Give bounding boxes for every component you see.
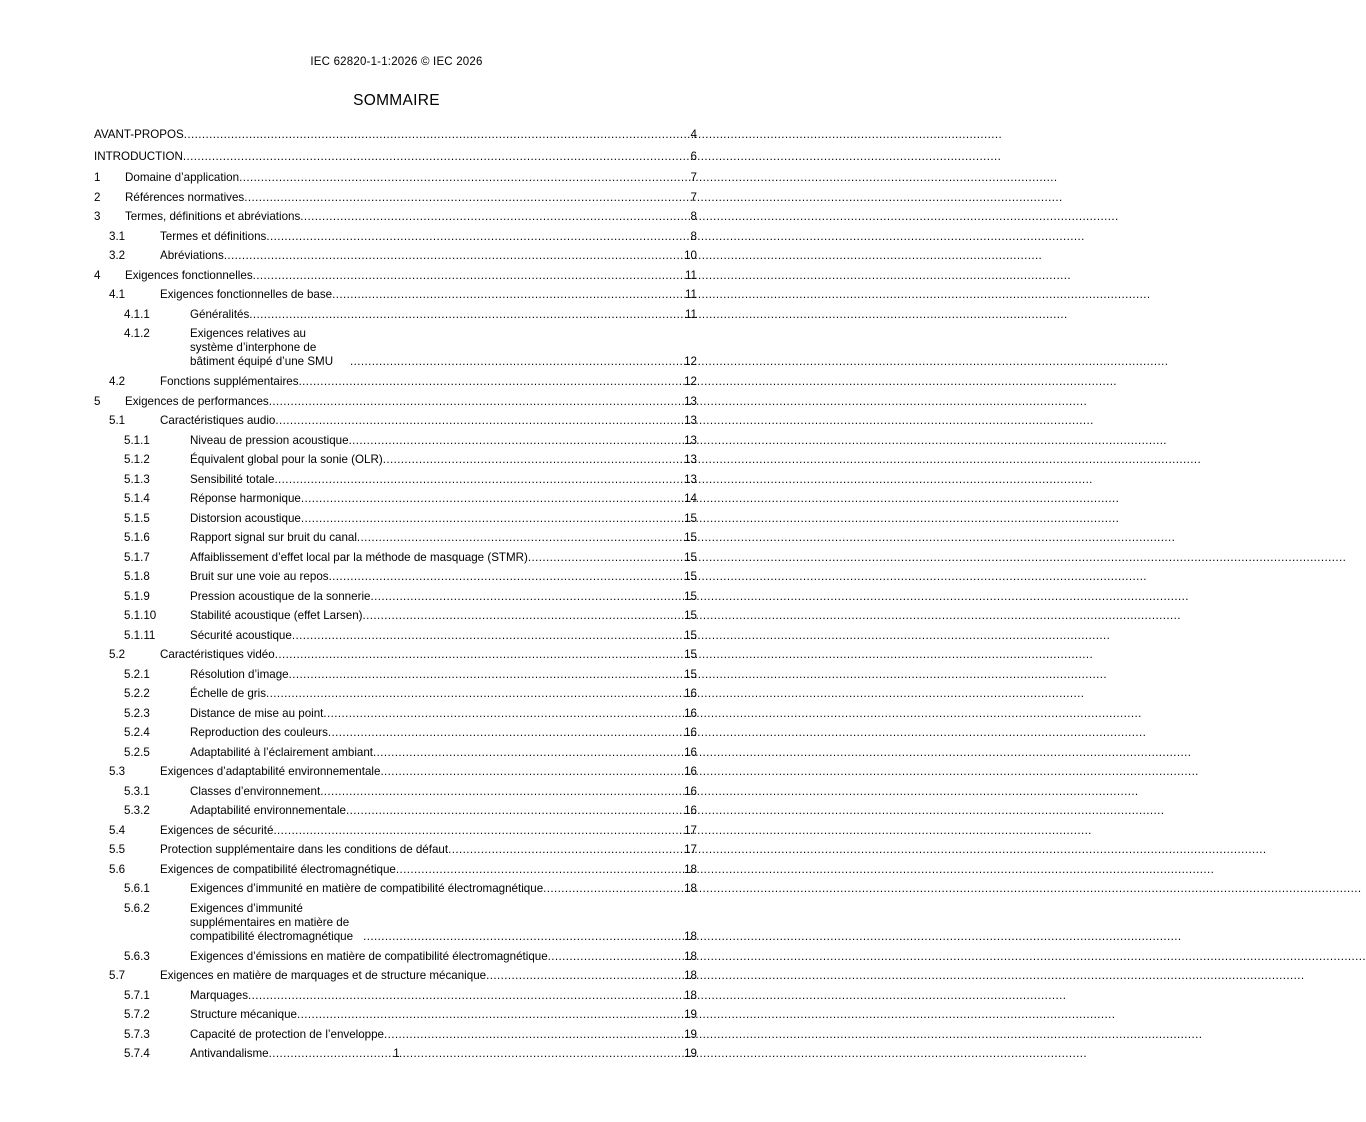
toc-entry[interactable] <box>94 801 697 821</box>
toc-entry-page: 16 <box>684 784 697 798</box>
toc-entry-number: 5.1.2 <box>124 453 150 466</box>
dot-leader <box>224 246 684 266</box>
dot-leader <box>328 723 684 743</box>
toc-entry-number: 5.1.6 <box>124 531 150 544</box>
toc-entry-page: 18 <box>684 929 697 943</box>
toc-entry-title[interactable]: Exigences d’immunité en matière de compatibilité électromagnétique <box>190 882 544 895</box>
toc-entry-page: 16 <box>684 726 697 739</box>
dot-leader <box>350 355 684 369</box>
toc-entry-number: 5.2.4 <box>124 726 150 739</box>
dot-leader <box>548 947 684 967</box>
toc-entry-page: 12 <box>684 355 697 368</box>
toc-entry-title[interactable]: Exigences d’adaptabilité environnementale <box>160 765 381 778</box>
toc-entry-page: 16 <box>684 765 697 778</box>
toc-entry-title[interactable]: Distance de mise au point <box>190 706 324 720</box>
dot-leader <box>396 860 684 880</box>
toc-entry-page: 18 <box>684 882 697 895</box>
dot-leader <box>244 188 689 208</box>
dot-leader <box>248 986 684 1006</box>
toc-entry-number: 5.7.4 <box>124 1047 150 1060</box>
toc-entry-page: 15 <box>684 628 697 642</box>
dot-leader <box>289 665 684 685</box>
toc-entry-title[interactable]: Exigences fonctionnelles <box>125 268 253 282</box>
toc-entry[interactable] <box>94 899 697 947</box>
dot-leader <box>357 528 684 548</box>
toc-entry-number: 5.6.1 <box>124 882 150 895</box>
toc-entry-title[interactable]: Équivalent global pour la sonie (OLR) <box>190 453 383 466</box>
page-title: SOMMAIRE <box>353 92 440 109</box>
toc-entry[interactable] <box>94 285 697 305</box>
toc-entry-title[interactable]: Pression acoustique de la sonnerie <box>190 589 371 603</box>
dot-leader <box>184 124 689 146</box>
dot-leader <box>320 782 684 802</box>
toc-entry[interactable] <box>94 1025 697 1045</box>
toc-entry-number: 5.1.10 <box>124 609 157 622</box>
dot-leader <box>380 762 684 782</box>
toc-entry-page: 15 <box>684 550 697 564</box>
toc-entry-title[interactable]: Bruit sur une voie au repos <box>190 570 329 583</box>
toc-entry-number: 5 <box>94 394 101 408</box>
toc-entry-title[interactable]: Exigences de compatibilité électromagnétique <box>160 862 396 876</box>
toc-entry-number: 1 <box>94 171 101 184</box>
dot-leader <box>269 392 684 412</box>
dot-leader <box>297 1005 684 1025</box>
dot-leader <box>299 372 685 392</box>
toc-entry[interactable] <box>94 762 697 782</box>
toc-entry[interactable] <box>94 606 697 626</box>
toc-entry[interactable] <box>94 743 697 763</box>
toc-entry-page: 13 <box>684 453 697 466</box>
toc-entry-title[interactable]: Niveau de pression acoustique <box>190 433 349 447</box>
toc-entry-title[interactable]: Réponse harmonique <box>190 492 301 505</box>
toc-entry[interactable] <box>94 821 697 841</box>
toc-entry-title[interactable]: Caractéristiques audio <box>160 414 276 427</box>
toc-entry[interactable] <box>94 840 697 860</box>
toc-entry[interactable] <box>94 372 697 392</box>
toc-entry-page: 17 <box>684 823 697 837</box>
dot-leader <box>266 227 689 247</box>
toc-entry-page: 16 <box>684 706 697 720</box>
toc-entry-title[interactable]: INTRODUCTION <box>94 150 183 163</box>
toc-entry-page: 7 <box>690 190 697 204</box>
toc-entry-title[interactable]: Distorsion acoustique <box>190 511 301 525</box>
toc-entry-number: 5.1.4 <box>124 492 150 505</box>
dot-leader <box>363 930 684 944</box>
toc-entry[interactable] <box>94 266 697 286</box>
table-of-contents <box>94 124 697 1064</box>
toc-entry-number: 5.3.2 <box>124 804 150 817</box>
toc-entry-page: 18 <box>684 988 697 1002</box>
dot-leader <box>383 450 684 470</box>
toc-entry[interactable] <box>94 947 697 967</box>
toc-entry-title[interactable]: Caractéristiques vidéo <box>160 648 275 661</box>
dot-leader <box>363 606 685 626</box>
toc-entry-page: 15 <box>684 511 697 525</box>
toc-entry-number: 5.2.3 <box>124 706 150 720</box>
toc-entry-page: 4 <box>690 128 697 141</box>
toc-entry-number: 3.2 <box>109 249 126 262</box>
toc-entry[interactable] <box>94 723 697 743</box>
toc-entry-title[interactable]: Capacité de protection de l’enveloppe <box>190 1027 385 1041</box>
toc-entry[interactable] <box>94 879 697 899</box>
toc-entry-title[interactable]: Sécurité acoustique <box>190 628 292 642</box>
dot-leader <box>273 821 684 841</box>
dot-leader <box>266 684 684 704</box>
toc-entry[interactable] <box>94 146 697 168</box>
toc-entry-page: 6 <box>690 150 697 163</box>
toc-entry-number: 5.1.1 <box>124 433 150 447</box>
toc-entry[interactable] <box>94 124 697 146</box>
toc-entry-page: 15 <box>684 609 697 622</box>
toc-entry-page: 15 <box>684 667 697 681</box>
toc-entry-number: 5.7.2 <box>124 1008 150 1021</box>
toc-entry[interactable] <box>94 528 697 548</box>
toc-entry[interactable] <box>94 684 697 704</box>
toc-entry-page: 8 <box>690 210 697 223</box>
toc-entry-page: 15 <box>684 589 697 603</box>
toc-entry-page: 15 <box>684 648 697 661</box>
toc-entry[interactable] <box>94 704 697 724</box>
toc-entry[interactable] <box>94 966 697 986</box>
toc-entry[interactable] <box>94 860 697 880</box>
dot-leader <box>486 966 684 986</box>
toc-entry[interactable] <box>94 188 697 208</box>
toc-entry-page: 16 <box>684 745 697 759</box>
toc-entry-title[interactable]: Domaine d’application <box>125 171 240 184</box>
toc-entry-page: 8 <box>690 229 697 243</box>
toc-entry-page: 12 <box>684 375 697 388</box>
toc-entry-number: 5.1.5 <box>124 511 150 525</box>
dot-leader <box>543 879 684 899</box>
toc-entry-title[interactable]: Exigences de sécurité <box>160 823 274 837</box>
toc-entry-page: 15 <box>684 531 697 544</box>
toc-entry[interactable] <box>94 450 697 470</box>
toc-entry-title[interactable]: Exigences fonctionnelles de base <box>160 288 333 301</box>
toc-entry-title[interactable]: Adaptabilité à l’éclairement ambiant <box>190 745 374 759</box>
toc-entry-title[interactable]: AVANT-PROPOS <box>94 128 184 141</box>
toc-entry-number: 5.5 <box>109 843 126 856</box>
toc-entry-title[interactable]: Marquages <box>190 988 249 1002</box>
dot-leader <box>346 801 684 821</box>
dot-leader <box>301 489 684 509</box>
dot-leader <box>528 548 684 568</box>
toc-entry-number: 5.7 <box>109 969 126 982</box>
toc-entry-page: 11 <box>684 307 697 321</box>
toc-entry-page: 15 <box>684 570 697 583</box>
toc-entry-number: 5.7.1 <box>124 988 150 1002</box>
toc-entry-page: 18 <box>684 969 697 982</box>
toc-entry-number: 5.1 <box>109 414 126 427</box>
toc-entry-title[interactable]: Échelle de gris <box>190 687 267 700</box>
toc-entry-number: 4.1.2 <box>124 327 150 340</box>
dot-leader <box>183 146 689 168</box>
toc-entry-title[interactable]: Fonctions supplémentaires <box>160 375 299 388</box>
toc-entry-title[interactable]: Adaptabilité environnementale <box>190 804 346 817</box>
toc-entry-page: 19 <box>684 1027 697 1041</box>
toc-entry[interactable] <box>94 227 697 247</box>
toc-entry-page: 13 <box>684 472 697 486</box>
dot-leader <box>239 168 689 188</box>
toc-entry-number: 5.1.9 <box>124 589 150 603</box>
dot-leader <box>275 645 684 665</box>
toc-entry-page: 17 <box>684 843 697 856</box>
toc-entry[interactable] <box>94 470 697 490</box>
toc-entry[interactable] <box>94 411 697 431</box>
dot-leader <box>448 840 684 860</box>
toc-entry-number: 5.1.11 <box>124 628 156 642</box>
toc-entry-number: 5.6.3 <box>124 949 150 963</box>
toc-entry-title[interactable]: Stabilité acoustique (effet Larsen) <box>190 609 363 622</box>
toc-entry[interactable] <box>94 626 697 646</box>
toc-entry[interactable] <box>94 548 697 568</box>
toc-entry[interactable] <box>94 986 697 1006</box>
toc-entry-page: 11 <box>684 288 697 301</box>
toc-entry-number: 5.4 <box>109 823 126 837</box>
toc-entry-number: 5.2.1 <box>124 667 150 681</box>
toc-entry-number: 5.3.1 <box>124 784 150 798</box>
page-number: 1 <box>393 1048 400 1060</box>
toc-entry[interactable] <box>94 1005 697 1025</box>
dot-leader <box>329 567 685 587</box>
toc-entry-number: 5.2.2 <box>124 687 150 700</box>
toc-entry-title[interactable]: Affaiblissement d’effet local par la méthode de masquage (STMR) <box>190 550 528 564</box>
toc-entry-title[interactable]: Exigences d’immunité supplémentaires en matière de compatibilité électromagnétique <box>190 901 354 943</box>
dot-leader <box>349 431 685 451</box>
toc-entry[interactable] <box>94 392 697 412</box>
toc-entry-page: 11 <box>684 268 697 282</box>
toc-entry[interactable] <box>94 324 697 372</box>
dot-leader <box>332 285 685 305</box>
toc-entry-number: 4 <box>94 268 101 282</box>
dot-leader <box>274 470 684 490</box>
toc-entry-number: 4.1.1 <box>124 307 150 321</box>
dot-leader <box>275 411 684 431</box>
toc-entry[interactable] <box>94 587 697 607</box>
toc-entry[interactable] <box>94 489 697 509</box>
dot-leader <box>301 509 684 529</box>
toc-entry[interactable] <box>94 246 697 266</box>
toc-entry-page: 13 <box>684 414 697 427</box>
toc-entry[interactable] <box>94 782 697 802</box>
toc-entry-page: 19 <box>684 1008 697 1021</box>
toc-entry-title[interactable]: Termes et définitions <box>160 229 267 243</box>
toc-entry-number: 3 <box>94 210 101 223</box>
toc-entry-title[interactable]: Classes d’environnement <box>190 784 321 798</box>
toc-entry-title[interactable]: Exigences en matière de marquages et de structure mécanique <box>160 969 487 982</box>
toc-entry-page: 18 <box>684 949 697 963</box>
document-header: IEC 62820-1-1:2026 © IEC 2026 <box>310 56 483 68</box>
toc-entry-page: 14 <box>684 492 697 505</box>
toc-entry-title[interactable]: Termes, définitions et abréviations <box>125 210 301 223</box>
toc-entry-page: 16 <box>684 804 697 817</box>
toc-entry-page: 16 <box>684 687 697 700</box>
dot-leader <box>292 626 684 646</box>
dot-leader <box>253 266 685 286</box>
toc-entry-title[interactable]: Antivandalisme <box>190 1047 269 1060</box>
toc-entry-title[interactable]: Exigences relatives au système d’interphone de bâtiment équipé d’une SMU <box>190 327 334 368</box>
toc-entry-number: 5.2 <box>109 648 126 661</box>
toc-entry-title[interactable]: Abréviations <box>160 249 224 262</box>
dot-leader <box>249 305 685 325</box>
toc-entry-title[interactable]: Exigences d’émissions en matière de compatibilité électromagnétique <box>190 949 548 963</box>
toc-entry-title[interactable]: Résolution d’image <box>190 667 289 681</box>
toc-entry-page: 7 <box>690 171 697 184</box>
toc-entry-title[interactable]: Reproduction des couleurs <box>190 726 328 739</box>
toc-entry-title[interactable]: Généralités <box>190 307 250 321</box>
toc-entry-number: 5.7.3 <box>124 1027 150 1041</box>
dot-leader <box>373 743 684 763</box>
toc-entry-title[interactable]: Sensibilité totale <box>190 472 275 486</box>
dot-leader <box>300 207 689 227</box>
toc-entry-number: 5.2.5 <box>124 745 150 759</box>
toc-entry-number: 5.1.3 <box>124 472 150 486</box>
toc-entry[interactable] <box>94 431 697 451</box>
toc-entry[interactable] <box>94 567 697 587</box>
toc-entry-number: 5.1.7 <box>124 550 150 564</box>
toc-entry[interactable] <box>94 665 697 685</box>
toc-entry-title[interactable]: Rapport signal sur bruit du canal <box>190 531 357 544</box>
toc-entry-page: 18 <box>684 862 697 876</box>
dot-leader <box>384 1025 684 1045</box>
toc-entry-page: 10 <box>684 249 697 262</box>
toc-entry-number: 5.6 <box>109 862 126 876</box>
toc-entry-title[interactable]: Références normatives <box>125 190 245 204</box>
toc-entry[interactable] <box>94 207 697 227</box>
toc-entry[interactable] <box>94 509 697 529</box>
toc-entry-page: 13 <box>684 394 697 408</box>
toc-entry[interactable] <box>94 305 697 325</box>
toc-entry-number: 5.3 <box>109 765 126 778</box>
toc-entry-number: 5.6.2 <box>124 901 150 915</box>
toc-entry-number: 3.1 <box>109 229 126 243</box>
toc-entry-number: 4.1 <box>109 288 126 301</box>
toc-entry-title[interactable]: Structure mécanique <box>190 1008 297 1021</box>
toc-entry-title[interactable]: Protection supplémentaire dans les conditions de défaut <box>160 843 449 856</box>
toc-entry-number: 4.2 <box>109 375 126 388</box>
toc-entry-number: 5.1.8 <box>124 570 150 583</box>
toc-entry-page: 13 <box>684 433 697 447</box>
toc-entry[interactable] <box>94 645 697 665</box>
toc-entry-title[interactable]: Exigences de performances <box>125 394 269 408</box>
dot-leader <box>323 704 684 724</box>
toc-entry-page: 19 <box>684 1047 697 1060</box>
toc-entry[interactable] <box>94 168 697 188</box>
dot-leader <box>370 587 684 607</box>
toc-entry-number: 2 <box>94 190 101 204</box>
